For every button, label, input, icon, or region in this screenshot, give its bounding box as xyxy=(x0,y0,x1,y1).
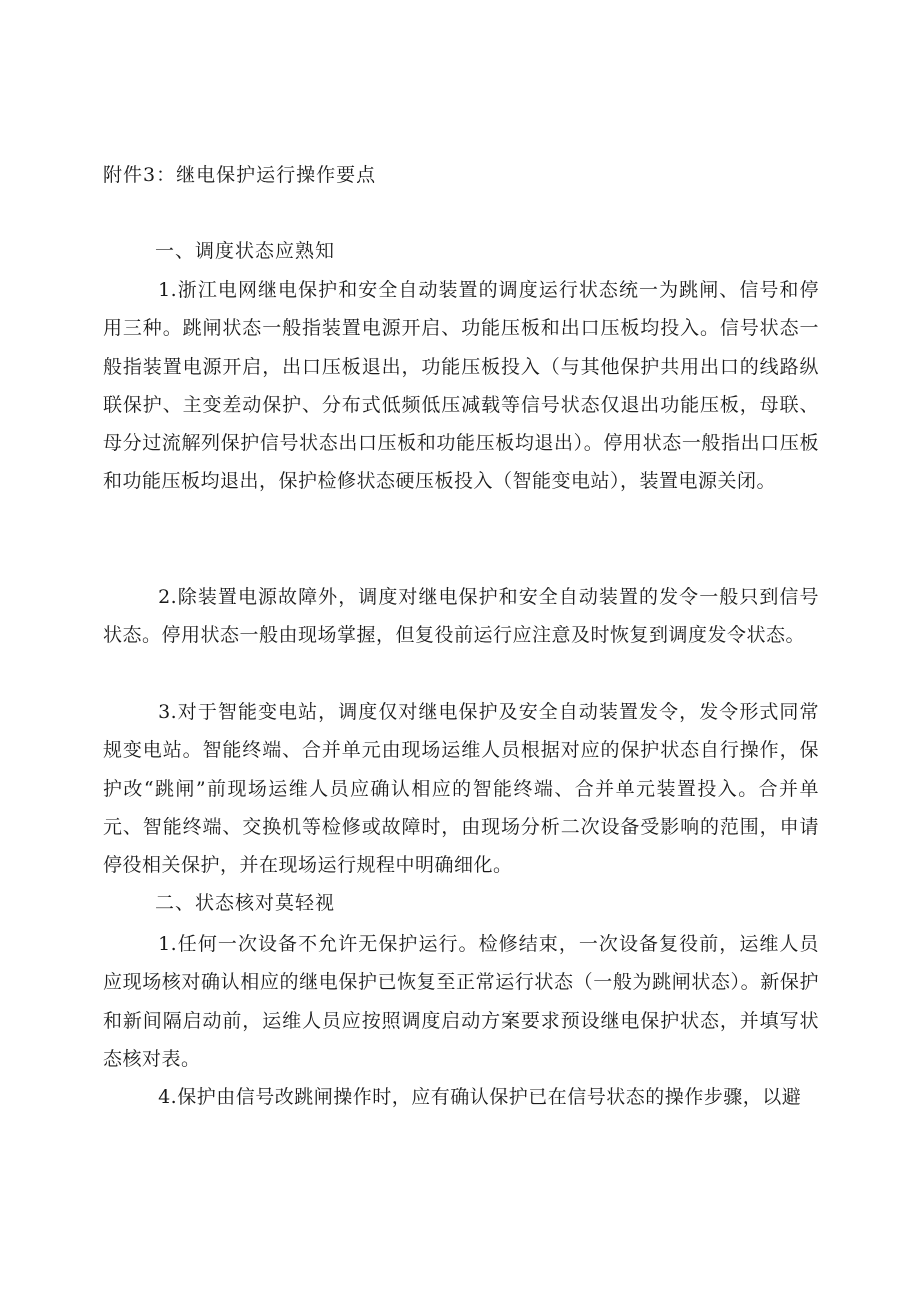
paragraph-1-2: 2.除装置电源故障外，调度对继电保护和安全自动装置的发令一般只到信号状态。停用状态一般由现场掌握，但复役前运行应注意及时恢复到调度发令状态。 xyxy=(103,586,819,647)
document-title: 附件3：继电保护运行操作要点 xyxy=(103,164,377,186)
section-heading-2: 二、状态核对莫轻视 xyxy=(155,892,336,914)
paragraph-2-4: 4.保护由信号改跳闸操作时，应有确认保护已在信号状态的操作步骤，以避 xyxy=(158,1086,802,1108)
paragraph-1-1: 1.浙江电网继电保护和安全自动装置的调度运行状态统一为跳闸、信号和停用三种。跳闸状态一般指装置电源开启、功能压板和出口压板均投入。信号状态一般指装置电源开启，出口压板退出，功能压板投入（与其他保护共用出口的线路纵联保护、主变差动保护、分布式低频低压减载等信号状态仅退出功能压板，母联、母分过流解列保护信号状态出口压板和功能压板均退出）。停用状态一般指出口压板和功能压板均退出，保护检修状态硬压板投入（智能变电站），装置电源关闭。 xyxy=(103,279,819,493)
paragraph-1-3: 3.对于智能变电站，调度仅对继电保护及安全自动装置发令，发令形式同常规变电站。智能终端、合并单元由现场运维人员根据对应的保护状态自行操作，保护改“跳闸”前现场运维人员应确认相应的智能终端、合并单元装置投入。合并单元、智能终端、交换机等检修或故障时，由现场分析二次设备受影响的范围，申请停役相关保护，并在现场运行规程中明确细化。 xyxy=(103,701,819,877)
paragraph-2-1: 1.任何一次设备不允许无保护运行。检修结束，一次设备复役前，运维人员应现场核对确认相应的继电保护已恢复至正常运行状态（一般为跳闸状态）。新保护和新间隔启动前，运维人员应按照调度启动方案要求预设继电保护状态，并填写状态核对表。 xyxy=(103,933,819,1070)
section-heading-1: 一、调度状态应熟知 xyxy=(155,240,336,262)
